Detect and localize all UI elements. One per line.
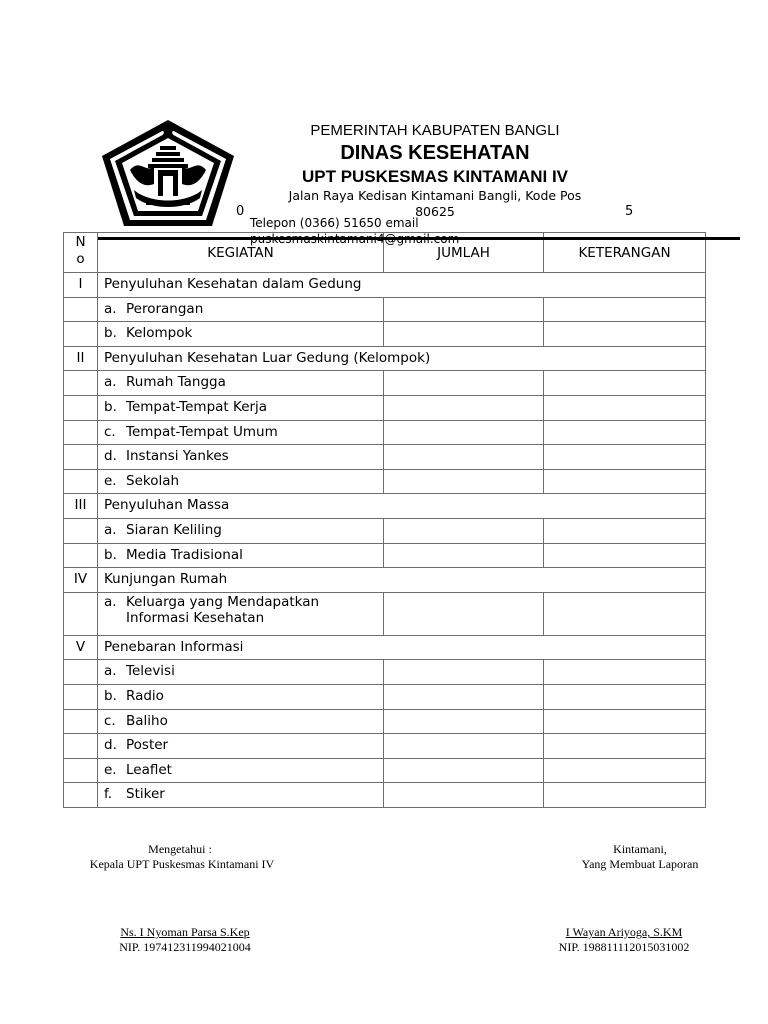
jumlah-cell bbox=[384, 758, 544, 783]
jumlah-cell bbox=[384, 518, 544, 543]
keterangan-cell bbox=[544, 734, 706, 759]
jumlah-cell bbox=[384, 445, 544, 470]
activity-cell bbox=[98, 758, 384, 783]
keterangan-cell bbox=[544, 395, 706, 420]
item-label: Perorangan bbox=[126, 300, 204, 317]
keterangan-cell bbox=[544, 684, 706, 709]
letterhead-postcode: 80625 bbox=[415, 204, 455, 219]
item-letter: a. bbox=[104, 521, 117, 538]
item-label: Baliho bbox=[126, 712, 168, 729]
item-letter: c. bbox=[104, 712, 116, 729]
activity-cell bbox=[98, 469, 384, 494]
item-letter: a. bbox=[104, 663, 117, 680]
item-letter: d. bbox=[104, 737, 117, 754]
row-number-cell bbox=[64, 469, 98, 494]
signature-left-label: Mengetahui : bbox=[148, 842, 212, 856]
row-number-cell bbox=[64, 734, 98, 759]
row-number-cell bbox=[64, 592, 98, 635]
item-letter: e. bbox=[104, 761, 117, 778]
table-body bbox=[64, 273, 706, 808]
signature-left-nip: NIP. 197412311994021004 bbox=[119, 940, 251, 954]
activity-cell bbox=[98, 445, 384, 470]
keterangan-cell bbox=[544, 322, 706, 347]
table-row bbox=[64, 592, 706, 635]
section-number: II bbox=[64, 346, 98, 371]
letterhead-stray-right: 5 bbox=[625, 204, 634, 219]
item-letter: b. bbox=[104, 398, 117, 415]
letterhead-rule bbox=[98, 237, 740, 240]
item-label: Radio bbox=[126, 687, 164, 704]
jumlah-cell bbox=[384, 783, 544, 808]
row-number-cell bbox=[64, 518, 98, 543]
column-header-no: N o bbox=[64, 233, 98, 273]
table-row bbox=[64, 469, 706, 494]
row-number-cell bbox=[64, 445, 98, 470]
item-label: Televisi bbox=[126, 663, 175, 680]
row-number-cell bbox=[64, 371, 98, 396]
section-title: Penyuluhan Kesehatan dalam Gedung bbox=[98, 273, 706, 298]
activity-cell bbox=[98, 297, 384, 322]
keterangan-cell bbox=[544, 371, 706, 396]
row-number-cell bbox=[64, 395, 98, 420]
table-row bbox=[64, 420, 706, 445]
activity-cell bbox=[98, 734, 384, 759]
item-label: Poster bbox=[126, 737, 169, 754]
column-header-jumlah: JUMLAH bbox=[384, 233, 544, 273]
item-label: Leaflet bbox=[126, 761, 172, 778]
table-row bbox=[64, 322, 706, 347]
signature-right-nip: NIP. 198811112015031002 bbox=[558, 940, 690, 954]
activity-cell bbox=[98, 420, 384, 445]
row-number-cell bbox=[64, 783, 98, 808]
keterangan-cell bbox=[544, 758, 706, 783]
keterangan-cell bbox=[544, 469, 706, 494]
activity-cell bbox=[98, 709, 384, 734]
jumlah-cell bbox=[384, 297, 544, 322]
jumlah-cell bbox=[384, 469, 544, 494]
section-title: Penebaran Informasi bbox=[98, 635, 706, 660]
item-label: Keluarga yang Mendapatkan Informasi Kesehatan bbox=[126, 593, 320, 626]
letterhead-stray-left: 0 bbox=[236, 204, 245, 219]
row-number-cell bbox=[64, 758, 98, 783]
item-letter: a. bbox=[104, 374, 117, 391]
letterhead-address: Jalan Raya Kedisan Kintamani Bangli, Kode Pos bbox=[288, 188, 582, 203]
keterangan-cell bbox=[544, 420, 706, 445]
section-title: Kunjungan Rumah bbox=[98, 568, 706, 593]
item-letter: c. bbox=[104, 423, 116, 440]
signature-right-title: Yang Membuat Laporan bbox=[581, 857, 699, 871]
letterhead-unit: UPT PUSKESMAS KINTAMANI IV bbox=[301, 167, 569, 186]
jumlah-cell bbox=[384, 371, 544, 396]
jumlah-cell bbox=[384, 709, 544, 734]
jumlah-cell bbox=[384, 543, 544, 568]
activity-table bbox=[63, 232, 706, 808]
activity-cell bbox=[98, 660, 384, 685]
table-row bbox=[64, 371, 706, 396]
jumlah-cell bbox=[384, 660, 544, 685]
row-number-cell bbox=[64, 420, 98, 445]
kabupaten-bangli-emblem bbox=[100, 118, 236, 228]
item-letter: a. bbox=[104, 300, 117, 317]
table-row bbox=[64, 684, 706, 709]
keterangan-cell bbox=[544, 543, 706, 568]
row-number-cell bbox=[64, 322, 98, 347]
activity-cell bbox=[98, 543, 384, 568]
item-label: Tempat-Tempat Umum bbox=[126, 423, 278, 440]
section-row bbox=[64, 273, 706, 298]
item-label: Rumah Tangga bbox=[126, 374, 226, 391]
signature-right-name: I Wayan Ariyoga, S.KM bbox=[565, 925, 683, 939]
item-letter: a. bbox=[104, 593, 117, 610]
item-letter: f. bbox=[104, 786, 113, 803]
letterhead-department: DINAS KESEHATAN bbox=[340, 142, 530, 164]
item-letter: b. bbox=[104, 546, 117, 563]
keterangan-cell bbox=[544, 592, 706, 635]
section-number: V bbox=[64, 635, 98, 660]
jumlah-cell bbox=[384, 734, 544, 759]
keterangan-cell bbox=[544, 709, 706, 734]
section-row bbox=[64, 568, 706, 593]
section-row bbox=[64, 494, 706, 519]
item-label: Kelompok bbox=[126, 325, 193, 342]
section-row bbox=[64, 346, 706, 371]
item-label: Instansi Yankes bbox=[126, 448, 229, 465]
row-number-cell bbox=[64, 709, 98, 734]
jumlah-cell bbox=[384, 395, 544, 420]
item-letter: b. bbox=[104, 325, 117, 342]
table-row bbox=[64, 758, 706, 783]
item-label: Siaran Keliling bbox=[126, 521, 222, 538]
row-number-cell bbox=[64, 684, 98, 709]
item-letter: b. bbox=[104, 687, 117, 704]
section-number: IV bbox=[64, 568, 98, 593]
table-row bbox=[64, 445, 706, 470]
item-letter: d. bbox=[104, 448, 117, 465]
table-row bbox=[64, 518, 706, 543]
table-row bbox=[64, 734, 706, 759]
table-row bbox=[64, 543, 706, 568]
signature-right-place: Kintamani, bbox=[613, 842, 667, 856]
item-label: Tempat-Tempat Kerja bbox=[126, 398, 268, 415]
keterangan-cell bbox=[544, 783, 706, 808]
activity-cell bbox=[98, 592, 384, 635]
activity-cell bbox=[98, 684, 384, 709]
table-row bbox=[64, 297, 706, 322]
jumlah-cell bbox=[384, 592, 544, 635]
row-number-cell bbox=[64, 543, 98, 568]
activity-cell bbox=[98, 518, 384, 543]
section-title: Penyuluhan Kesehatan Luar Gedung (Kelompok) bbox=[98, 346, 706, 371]
item-letter: e. bbox=[104, 472, 117, 489]
activity-cell bbox=[98, 371, 384, 396]
section-number: I bbox=[64, 273, 98, 298]
activity-cell bbox=[98, 783, 384, 808]
keterangan-cell bbox=[544, 518, 706, 543]
signature-left-name: Ns. I Nyoman Parsa S.Kep bbox=[120, 925, 250, 939]
column-header-kegiatan: KEGIATAN bbox=[98, 233, 384, 273]
row-number-cell bbox=[64, 660, 98, 685]
table-row bbox=[64, 660, 706, 685]
item-label: Media Tradisional bbox=[126, 546, 243, 563]
jumlah-cell bbox=[384, 420, 544, 445]
jumlah-cell bbox=[384, 322, 544, 347]
section-number: III bbox=[64, 494, 98, 519]
activity-cell bbox=[98, 395, 384, 420]
table-row bbox=[64, 395, 706, 420]
keterangan-cell bbox=[544, 445, 706, 470]
item-label: Stiker bbox=[126, 786, 165, 803]
letterhead-contact-clipped: Telepon (0366) 51650 email bbox=[250, 216, 419, 230]
column-header-keterangan: KETERANGAN bbox=[544, 233, 706, 273]
letterhead-government: PEMERINTAH KABUPATEN BANGLI bbox=[310, 122, 560, 139]
table-row bbox=[64, 709, 706, 734]
jumlah-cell bbox=[384, 684, 544, 709]
section-row bbox=[64, 635, 706, 660]
section-title: Penyuluhan Massa bbox=[98, 494, 706, 519]
keterangan-cell bbox=[544, 297, 706, 322]
table-row bbox=[64, 783, 706, 808]
keterangan-cell bbox=[544, 660, 706, 685]
activity-cell bbox=[98, 322, 384, 347]
row-number-cell bbox=[64, 297, 98, 322]
item-label: Sekolah bbox=[126, 472, 180, 489]
signature-left-title: Kepala UPT Puskesmas Kintamani IV bbox=[89, 857, 275, 871]
letterhead bbox=[240, 122, 630, 219]
